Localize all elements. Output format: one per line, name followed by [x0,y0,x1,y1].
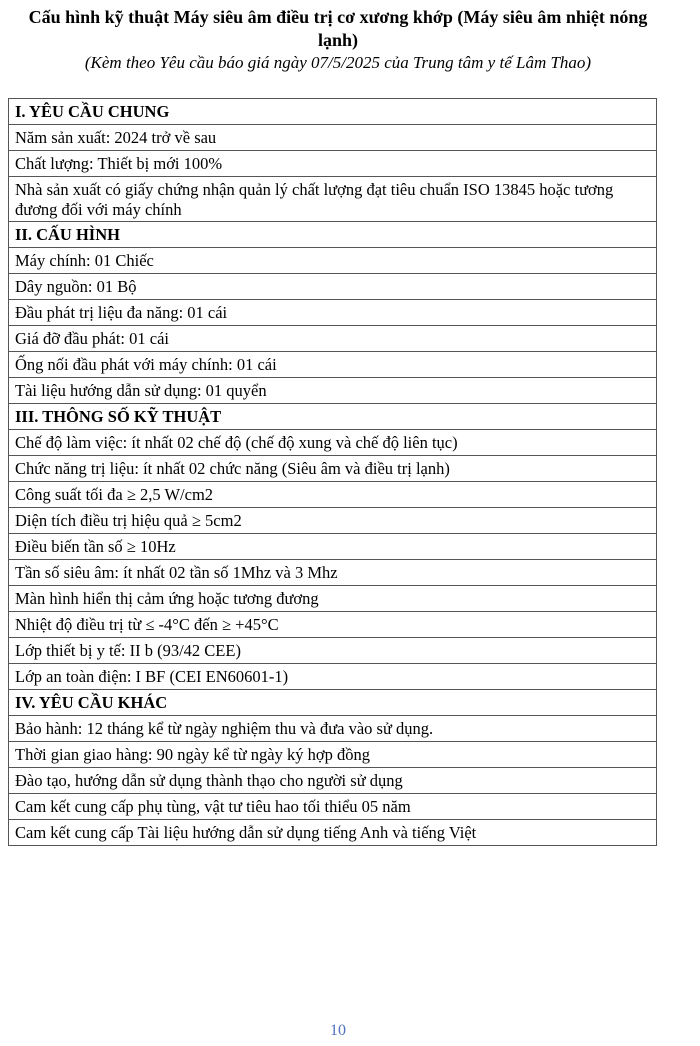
spec-item: Thời gian giao hàng: 90 ngày kể từ ngày ký hợp đồng [9,742,657,768]
table-row [9,612,657,638]
spec-item: Điều biến tần số ≥ 10Hz [9,534,657,560]
section-header-row [9,690,657,716]
spec-item: Ống nối đầu phát với máy chính: 01 cái [9,352,657,378]
table-row [9,300,657,326]
document-subtitle: (Kèm theo Yêu cầu báo giá ngày 07/5/2025 của Trung tâm y tế Lâm Thao) [84,53,592,72]
table-row [9,638,657,664]
spec-item: Chất lượng: Thiết bị mới 100% [9,151,657,177]
table-row [9,430,657,456]
table-row [9,794,657,820]
section-header-row [9,222,657,248]
spec-item: Đào tạo, hướng dẫn sử dụng thành thạo cho người sử dụng [9,768,657,794]
section-header-row [9,404,657,430]
table-row [9,482,657,508]
spec-item: Lớp thiết bị y tế: II b (93/42 CEE) [9,638,657,664]
spec-item: Máy chính: 01 Chiếc [9,248,657,274]
table-row [9,534,657,560]
table-row [9,274,657,300]
table-row [9,378,657,404]
spec-item: Diện tích điều trị hiệu quả ≥ 5cm2 [9,508,657,534]
spec-item: Chế độ làm việc: ít nhất 02 chế độ (chế độ xung và chế độ liên tục) [9,430,657,456]
section-heading: I. YÊU CẦU CHUNG [9,99,657,125]
section-header-row [9,99,657,125]
spec-item: Cam kết cung cấp phụ tùng, vật tư tiêu hao tối thiểu 05 năm [9,794,657,820]
table-row [9,508,657,534]
spec-item: Tần số siêu âm: ít nhất 02 tần số 1Mhz và 3 Mhz [9,560,657,586]
spec-item: Đầu phát trị liệu đa năng: 01 cái [9,300,657,326]
table-row [9,456,657,482]
table-row [9,248,657,274]
spec-item: Màn hình hiển thị cảm ứng hoặc tương đương [9,586,657,612]
spec-item: Chức năng trị liệu: ít nhất 02 chức năng (Siêu âm và điều trị lạnh) [9,456,657,482]
table-row [9,820,657,846]
table-row [9,664,657,690]
table-row [9,586,657,612]
document-title: Cấu hình kỹ thuật Máy siêu âm điều trị cơ xương khớp (Máy siêu âm nhiệt nóng lạnh) [28,7,648,50]
document-header [0,6,676,74]
spec-item: Năm sản xuất: 2024 trở về sau [9,125,657,151]
spec-item: Giá đỡ đầu phát: 01 cái [9,326,657,352]
table-row [9,768,657,794]
table-row [9,560,657,586]
spec-item: Công suất tối đa ≥ 2,5 W/cm2 [9,482,657,508]
table-row [9,742,657,768]
section-heading: III. THÔNG SỐ KỸ THUẬT [9,404,657,430]
spec-item: Nhà sản xuất có giấy chứng nhận quản lý chất lượng đạt tiêu chuẩn ISO 13845 hoặc tương đương đối với máy chính [9,177,657,222]
page-number: 10 [330,1022,346,1039]
specification-table-body [9,99,657,846]
spec-item: Tài liệu hướng dẫn sử dụng: 01 quyển [9,378,657,404]
table-row [9,326,657,352]
spec-item: Nhiệt độ điều trị từ ≤ -4°C đến ≥ +45°C [9,612,657,638]
table-row [9,177,657,222]
spec-item: Bảo hành: 12 tháng kể từ ngày nghiệm thu và đưa vào sử dụng. [9,716,657,742]
table-row [9,125,657,151]
table-row [9,151,657,177]
specification-table [8,98,657,846]
spec-item: Cam kết cung cấp Tài liệu hướng dẫn sử dụng tiếng Anh và tiếng Việt [9,820,657,846]
table-row [9,352,657,378]
spec-item: Dây nguồn: 01 Bộ [9,274,657,300]
section-heading: IV. YÊU CẦU KHÁC [9,690,657,716]
spec-item: Lớp an toàn điện: I BF (CEI EN60601-1) [9,664,657,690]
section-heading: II. CẤU HÌNH [9,222,657,248]
table-row [9,716,657,742]
